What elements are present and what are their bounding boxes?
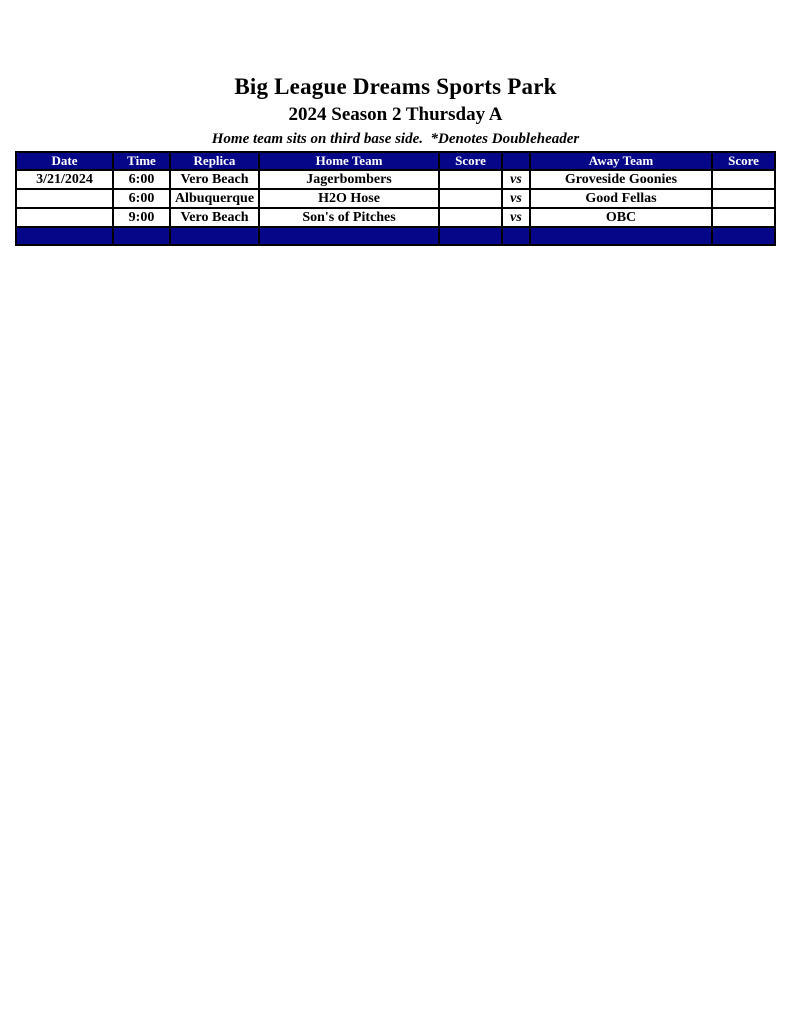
- footer-cell-away-score: [712, 227, 775, 245]
- col-header-time: Time: [113, 152, 170, 170]
- footer-cell-away-team: [530, 227, 712, 245]
- schedule-body: [16, 170, 775, 245]
- cell-time: 6:00: [113, 189, 170, 208]
- cell-away-team: OBC: [530, 208, 712, 227]
- cell-home-team: H2O Hose: [259, 189, 439, 208]
- page-note: Home team sits on third base side. *Denotes Doubleheader: [211, 131, 580, 147]
- col-header-home-score: Score: [439, 152, 502, 170]
- col-header-away-team: Away Team: [530, 152, 712, 170]
- game-row: [16, 170, 775, 189]
- cell-away-score: [712, 189, 775, 208]
- footer-spacer-row: [16, 227, 775, 245]
- cell-replica: Vero Beach: [170, 208, 259, 227]
- cell-replica: Vero Beach: [170, 170, 259, 189]
- col-header-vs: [502, 152, 530, 170]
- footer-cell-vs: [502, 227, 530, 245]
- cell-vs: vs: [502, 189, 530, 208]
- cell-away-team: Good Fellas: [530, 189, 712, 208]
- cell-home-team: Son's of Pitches: [259, 208, 439, 227]
- col-header-replica: Replica: [170, 152, 259, 170]
- cell-vs: vs: [502, 170, 530, 189]
- schedule-table: [15, 151, 776, 246]
- footer-cell-replica: [170, 227, 259, 245]
- footer-cell-time: [113, 227, 170, 245]
- cell-home-score: [439, 170, 502, 189]
- cell-time: 6:00: [113, 170, 170, 189]
- page-title: Big League Dreams Sports Park: [234, 74, 557, 99]
- cell-time: 9:00: [113, 208, 170, 227]
- cell-home-score: [439, 189, 502, 208]
- cell-date: [16, 208, 113, 227]
- header-row: [16, 152, 775, 170]
- cell-vs: vs: [502, 208, 530, 227]
- cell-date: [16, 189, 113, 208]
- game-row: [16, 208, 775, 227]
- page-subtitle: 2024 Season 2 Thursday A: [288, 104, 503, 125]
- col-header-home-team: Home Team: [259, 152, 439, 170]
- cell-date: 3/21/2024: [16, 170, 113, 189]
- game-row: [16, 189, 775, 208]
- footer-cell-home-team: [259, 227, 439, 245]
- cell-replica: Albuquerque: [170, 189, 259, 208]
- footer-cell-home-score: [439, 227, 502, 245]
- cell-away-score: [712, 170, 775, 189]
- cell-home-team: Jagerbombers: [259, 170, 439, 189]
- cell-home-score: [439, 208, 502, 227]
- cell-away-score: [712, 208, 775, 227]
- footer-cell-date: [16, 227, 113, 245]
- col-header-date: Date: [16, 152, 113, 170]
- cell-away-team: Groveside Goonies: [530, 170, 712, 189]
- col-header-away-score: Score: [712, 152, 775, 170]
